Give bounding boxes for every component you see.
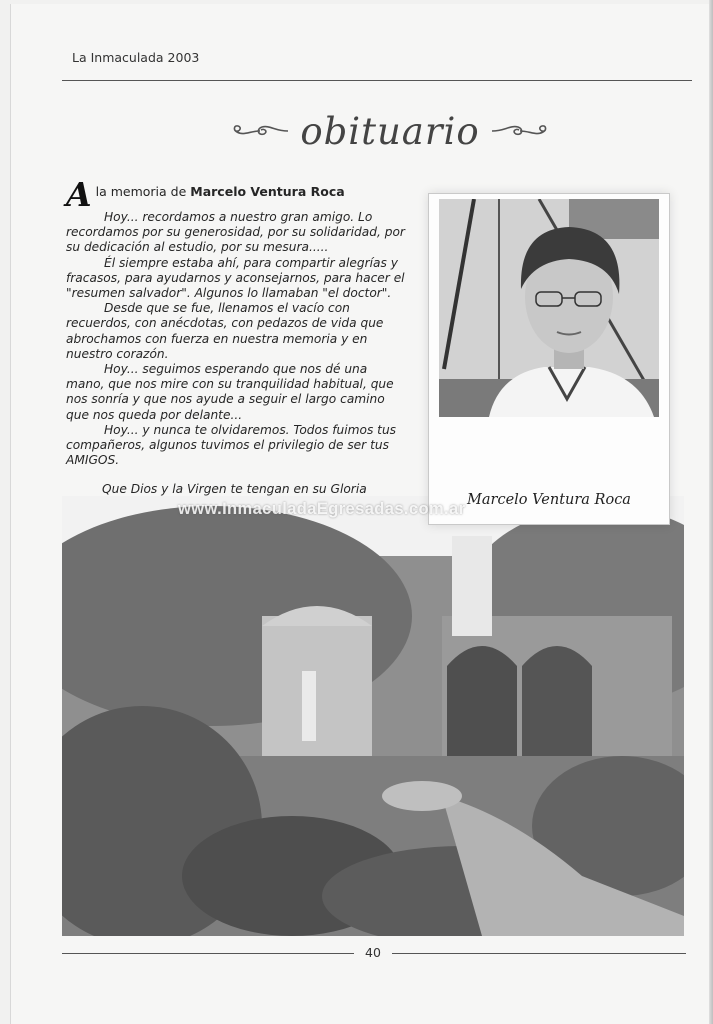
portrait-frame <box>428 193 670 525</box>
page-edge <box>709 0 713 1024</box>
paragraph: Hoy... recordamos a nuestro gran amigo. Lo recordamos por su generosidad, por su solidaridad, por su dedicación al estudio, por su mesura..... <box>66 210 405 255</box>
portrait-photo <box>439 199 659 417</box>
flourish-left-icon <box>230 122 290 140</box>
courtyard-illustration <box>62 496 684 936</box>
paragraph: Él siempre estaba ahí, para compartir alegrías y fracasos, para ayudarnos y aconsejarnos, para hacer el "resumen salvador". Algunos lo llamaban "el doctor". <box>66 255 405 301</box>
section-title <box>215 103 565 159</box>
flourish-right-icon <box>490 122 550 140</box>
portrait-illustration <box>439 199 659 417</box>
paragraph: Desde que se fue, llenamos el vacío con recuerdos, con anécdotas, con pedazos de vida que abrochamos con fuerza en nuestra memoria y en nuestro corazón. <box>66 301 384 361</box>
section-title-text: obituario <box>300 109 480 153</box>
site-watermark: www.InmaculadaEgresadas.com.ar <box>178 500 466 518</box>
lead-prefix: la memoria de <box>95 184 187 199</box>
deceased-name: Marcelo Ventura Roca <box>190 184 345 199</box>
footer-rule-right <box>392 953 686 954</box>
dedication-lead <box>66 180 406 204</box>
page-number: 40 <box>365 945 381 960</box>
paragraph: Hoy... y nunca te olvidaremos. Todos fuimos tus compañeros, algunos tuvimos el privilegio de ser tus AMIGOS. <box>66 422 397 468</box>
garden-courtyard-photo <box>62 496 684 936</box>
footer-rule-left <box>62 953 354 954</box>
paragraph: Hoy... seguimos esperando que nos dé una mano, que nos mire con su tranquilidad habitual, que nos sonría y que nos ayude a seguir el largo camino que nos queda por delante... <box>66 362 394 422</box>
drop-cap: A <box>66 175 92 214</box>
closing-line: Que Dios y la Virgen te tengan en su Gloria <box>102 482 367 497</box>
obituary-text <box>66 175 406 498</box>
header-rule <box>62 80 692 81</box>
portrait-caption: Marcelo Ventura Roca <box>467 492 631 508</box>
publication-header: La Inmaculada 2003 <box>72 50 200 65</box>
